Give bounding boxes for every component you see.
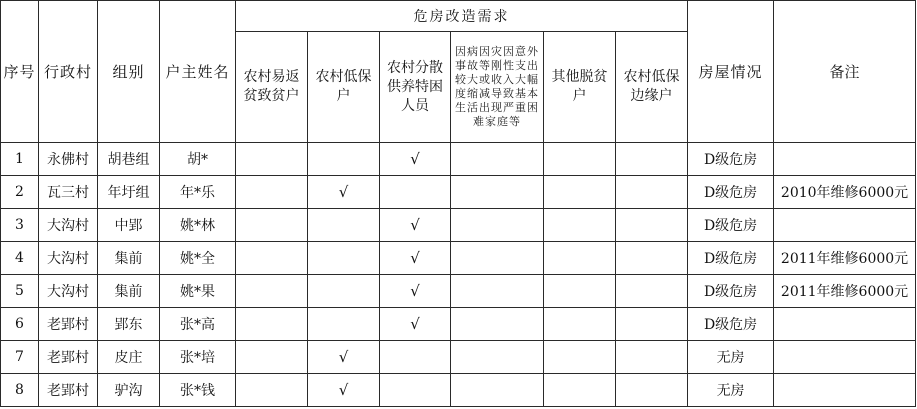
col-header-demand-1: 农村易返贫致贫户 (236, 32, 308, 143)
cell-group: 集前 (98, 275, 160, 308)
cell-village: 大沟村 (39, 209, 98, 242)
cell-owner: 胡* (160, 143, 236, 176)
cell-demand-5 (544, 308, 616, 341)
cell-village: 大沟村 (39, 242, 98, 275)
cell-note (774, 341, 916, 374)
cell-seq: 4 (1, 242, 39, 275)
cell-house: D级危房 (688, 275, 774, 308)
col-header-demand-4: 因病因灾因意外事故等刚性支出较大或收入大幅度缩减导致基本生活出现严重困难家庭等 (451, 32, 544, 143)
cell-note (774, 374, 916, 407)
cell-group: 胡巷组 (98, 143, 160, 176)
cell-demand-1 (236, 143, 308, 176)
cell-demand-2 (308, 308, 380, 341)
cell-demand-4 (451, 275, 544, 308)
cell-demand-2 (308, 209, 380, 242)
table-row (1, 176, 916, 209)
cell-demand-2 (308, 275, 380, 308)
cell-demand-2: √ (308, 176, 380, 209)
table-row (1, 143, 916, 176)
col-header-demand-3: 农村分散供养特困人员 (380, 32, 451, 143)
cell-demand-4 (451, 308, 544, 341)
cell-demand-3 (380, 341, 451, 374)
cell-group: 驴沟 (98, 374, 160, 407)
cell-village: 大沟村 (39, 275, 98, 308)
table-row (1, 242, 916, 275)
header-row-top (1, 1, 916, 32)
cell-demand-6 (616, 242, 688, 275)
cell-house: D级危房 (688, 176, 774, 209)
demand-group-header: 危房改造需求 (236, 1, 688, 32)
col-header-seq: 序号 (1, 1, 39, 143)
cell-note (774, 209, 916, 242)
cell-demand-1 (236, 275, 308, 308)
cell-house: D级危房 (688, 308, 774, 341)
col-header-demand-2: 农村低保户 (308, 32, 380, 143)
cell-owner: 张*高 (160, 308, 236, 341)
cell-demand-6 (616, 275, 688, 308)
cell-owner: 年*乐 (160, 176, 236, 209)
cell-note: 2010年维修6000元 (774, 176, 916, 209)
cell-demand-2: √ (308, 341, 380, 374)
cell-seq: 3 (1, 209, 39, 242)
cell-demand-5 (544, 143, 616, 176)
cell-demand-4 (451, 209, 544, 242)
cell-demand-2 (308, 143, 380, 176)
cell-seq: 7 (1, 341, 39, 374)
col-header-village: 行政村 (39, 1, 98, 143)
cell-seq: 8 (1, 374, 39, 407)
cell-seq: 5 (1, 275, 39, 308)
table-row (1, 374, 916, 407)
cell-demand-5 (544, 176, 616, 209)
col-header-note: 备注 (774, 1, 916, 143)
cell-seq: 2 (1, 176, 39, 209)
cell-note (774, 143, 916, 176)
table-row (1, 341, 916, 374)
cell-demand-1 (236, 374, 308, 407)
cell-demand-3: √ (380, 308, 451, 341)
table-row (1, 209, 916, 242)
cell-demand-4 (451, 374, 544, 407)
cell-demand-4 (451, 176, 544, 209)
cell-demand-4 (451, 143, 544, 176)
cell-house: D级危房 (688, 209, 774, 242)
cell-group: 中郢 (98, 209, 160, 242)
cell-group: 郢东 (98, 308, 160, 341)
cell-demand-3: √ (380, 242, 451, 275)
col-header-demand-5: 其他脱贫户 (544, 32, 616, 143)
col-header-owner: 户主姓名 (160, 1, 236, 143)
cell-demand-3 (380, 374, 451, 407)
col-header-group: 组别 (98, 1, 160, 143)
cell-demand-5 (544, 374, 616, 407)
cell-village: 老郢村 (39, 341, 98, 374)
cell-group: 年圩组 (98, 176, 160, 209)
cell-note: 2011年维修6000元 (774, 275, 916, 308)
cell-demand-5 (544, 209, 616, 242)
cell-demand-4 (451, 341, 544, 374)
cell-demand-3 (380, 176, 451, 209)
cell-house: D级危房 (688, 242, 774, 275)
table-row (1, 308, 916, 341)
cell-demand-1 (236, 308, 308, 341)
cell-village: 老郢村 (39, 308, 98, 341)
col-header-house: 房屋情况 (688, 1, 774, 143)
cell-demand-6 (616, 308, 688, 341)
cell-seq: 6 (1, 308, 39, 341)
cell-owner: 姚*果 (160, 275, 236, 308)
cell-owner: 姚*林 (160, 209, 236, 242)
cell-demand-6 (616, 374, 688, 407)
cell-demand-2: √ (308, 374, 380, 407)
cell-demand-6 (616, 143, 688, 176)
cell-demand-3: √ (380, 143, 451, 176)
cell-demand-6 (616, 176, 688, 209)
cell-demand-5 (544, 242, 616, 275)
cell-demand-6 (616, 341, 688, 374)
cell-demand-1 (236, 242, 308, 275)
cell-group: 集前 (98, 242, 160, 275)
cell-house: 无房 (688, 374, 774, 407)
cell-demand-1 (236, 341, 308, 374)
cell-house: D级危房 (688, 143, 774, 176)
cell-group: 皮庄 (98, 341, 160, 374)
cell-village: 永佛村 (39, 143, 98, 176)
cell-demand-3: √ (380, 275, 451, 308)
cell-demand-5 (544, 275, 616, 308)
cell-demand-6 (616, 209, 688, 242)
cell-demand-1 (236, 176, 308, 209)
cell-demand-5 (544, 341, 616, 374)
table-row (1, 275, 916, 308)
cell-owner: 姚*全 (160, 242, 236, 275)
cell-demand-2 (308, 242, 380, 275)
cell-note (774, 308, 916, 341)
cell-demand-1 (236, 209, 308, 242)
cell-demand-4 (451, 242, 544, 275)
cell-house: 无房 (688, 341, 774, 374)
cell-demand-3: √ (380, 209, 451, 242)
col-header-demand-6: 农村低保边缘户 (616, 32, 688, 143)
cell-owner: 张*培 (160, 341, 236, 374)
cell-village: 老郢村 (39, 374, 98, 407)
cell-seq: 1 (1, 143, 39, 176)
cell-village: 瓦三村 (39, 176, 98, 209)
cell-note: 2011年维修6000元 (774, 242, 916, 275)
cell-owner: 张*钱 (160, 374, 236, 407)
